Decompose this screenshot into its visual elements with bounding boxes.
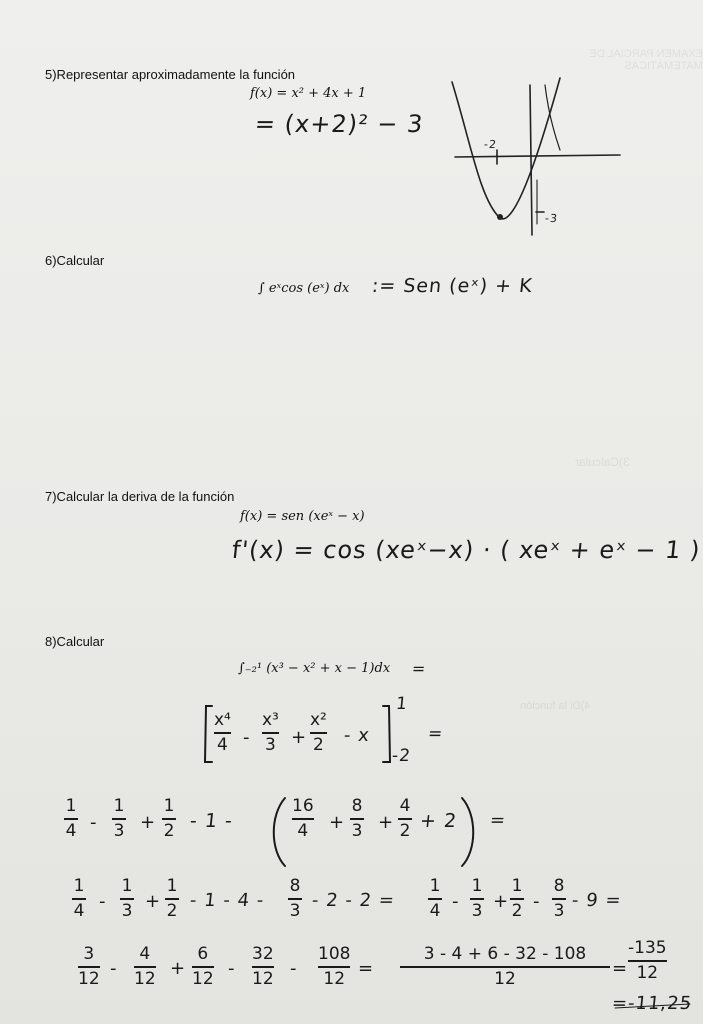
problem-8-heading: 8)Calcular xyxy=(45,634,105,649)
op-minus: - xyxy=(90,812,97,833)
problem-6-answer: := Sen (eˣ) + K xyxy=(370,275,534,297)
problem-7-heading: 7)Calcular la deriva de la función xyxy=(45,489,235,504)
problem-5-heading: 5)Representar aproximadamente la función xyxy=(45,67,296,82)
line3-right-frac-2: 1 3 xyxy=(471,876,483,921)
line3-frac-3: 1 2 xyxy=(166,876,178,921)
line4-frac-2: 4 12 xyxy=(134,944,156,989)
op-minus: - xyxy=(228,958,235,979)
problem-5-answer: = (x+2)² − 3 xyxy=(253,110,425,138)
line2-paren-frac-1: 16 4 xyxy=(292,796,314,841)
line3-mid-tail: - 2 - 2 = xyxy=(310,890,396,911)
bleed-through-text: 4)Di la función xyxy=(520,700,591,712)
op-minus: - xyxy=(533,891,540,912)
left-paren xyxy=(274,798,285,866)
problem-5-formula: f(x) = x² + 4x + 1 xyxy=(250,86,367,101)
op-minus: - xyxy=(99,891,106,912)
op-equals: = xyxy=(358,958,374,979)
graph-label-vertex-y: -3 xyxy=(544,212,559,225)
line3-frac-2: 1 3 xyxy=(121,876,133,921)
graph-label-vertex-x: -2 xyxy=(483,138,498,151)
problem-8-formula: ∫₋₂¹ (x³ − x² + x − 1)dx xyxy=(238,661,391,676)
line2-paren-frac-2: 8 3 xyxy=(351,796,363,841)
line4-frac-4: 32 12 xyxy=(252,944,274,989)
problem-7-answer: f'(x) = cos (xeˣ−x) · ( xeˣ + eˣ − 1 ) xyxy=(230,536,702,564)
op-plus: + xyxy=(170,958,186,979)
problem-6-formula: ∫ eˣcos (eˣ) dx xyxy=(258,281,350,296)
op-minus: - xyxy=(110,958,117,979)
op-minus: - xyxy=(243,727,250,748)
op-plus: + xyxy=(145,891,161,912)
line4-combined-frac: 3 - 4 + 6 - 32 - 108 12 xyxy=(400,946,610,988)
final-answer: =-11,25 xyxy=(610,993,694,1014)
line3-right-frac-1: 1 4 xyxy=(429,876,441,921)
line3-right-frac-4: 8 3 xyxy=(553,876,565,921)
line3-mid-frac: 8 3 xyxy=(289,876,301,921)
bracket-term-3: x² 2 xyxy=(310,710,327,755)
line2-frac-1: 1 4 xyxy=(65,796,77,841)
op-minus: - xyxy=(452,891,459,912)
op-plus: + xyxy=(291,727,307,748)
line3-mid: - 1 - 4 - xyxy=(188,890,266,911)
op-plus: + xyxy=(378,812,394,833)
op-plus: + xyxy=(493,891,509,912)
bleed-through-text: 3)Calcular xyxy=(575,455,630,469)
left-bracket xyxy=(205,706,212,762)
bracket-equals: = xyxy=(426,724,445,744)
line2-tail: - 1 - xyxy=(188,810,235,832)
problem-6-heading: 6)Calcular xyxy=(45,253,105,268)
bracket-term-1: x⁴ 4 xyxy=(214,710,231,755)
line2-paren-frac-3: 4 2 xyxy=(399,796,411,841)
bracket-lower-limit: -2 xyxy=(390,746,413,766)
op-minus: - xyxy=(290,958,297,979)
problem-7-formula: f(x) = sen (xeˣ − x) xyxy=(240,509,365,524)
bracket-tail: - x xyxy=(342,725,371,746)
line3-frac-1: 1 4 xyxy=(73,876,85,921)
line2-paren-tail: + 2 xyxy=(418,810,459,832)
problem-8-formula-eq: = xyxy=(411,659,428,678)
bracket-term-2: x³ 3 xyxy=(262,710,279,755)
line3-right-tail: - 9 = xyxy=(570,890,623,911)
op-plus: + xyxy=(329,812,345,833)
line2-frac-3: 1 2 xyxy=(163,796,175,841)
bracket-upper-limit: 1 xyxy=(394,694,409,714)
line3-right-frac-3: 1 2 xyxy=(511,876,523,921)
line4-frac-3: 6 12 xyxy=(192,944,214,989)
bleed-through-text: EXAMEN PARCIAL DE MATEMÁTICAS xyxy=(589,48,703,72)
op-equals: = xyxy=(612,958,628,979)
right-paren xyxy=(462,798,473,866)
line4-result-frac: -135 12 xyxy=(628,938,667,983)
line2-frac-2: 1 3 xyxy=(113,796,125,841)
op-plus: + xyxy=(140,812,156,833)
right-bracket xyxy=(383,706,390,762)
line2-equals: = xyxy=(488,810,508,831)
line4-frac-5: 108 12 xyxy=(318,944,351,989)
line4-frac-1: 3 12 xyxy=(78,944,100,989)
